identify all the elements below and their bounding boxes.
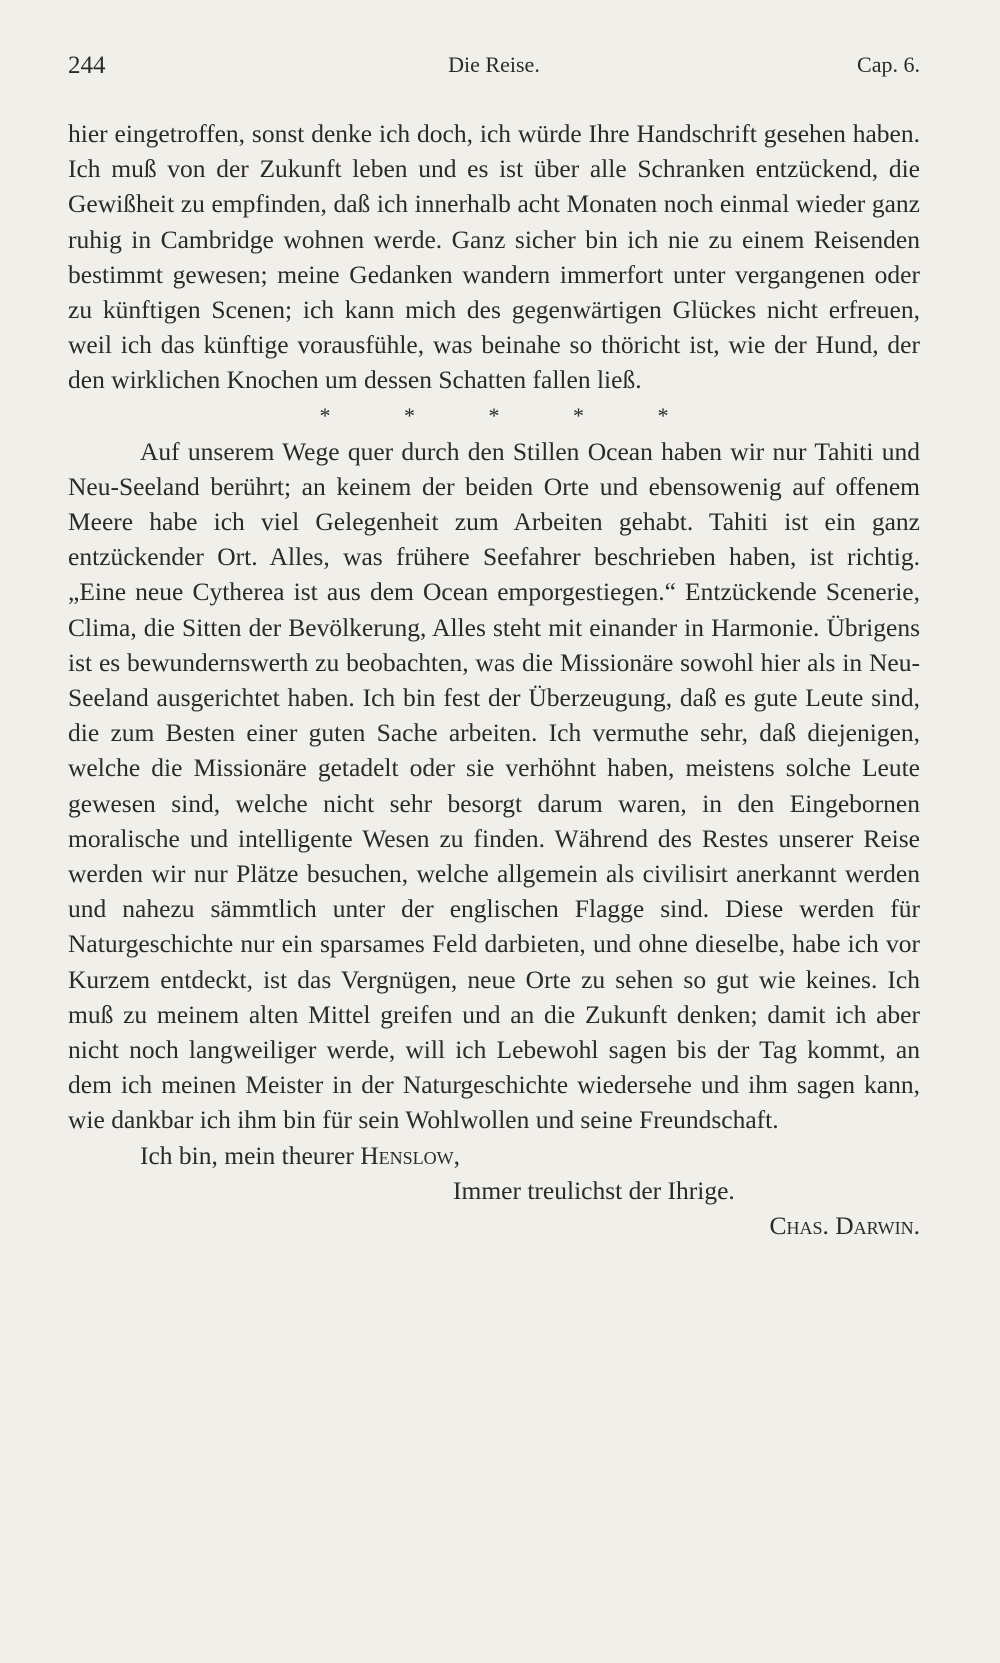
page-number: 244 <box>68 52 106 79</box>
salutation-text: Ich bin, mein theurer <box>140 1140 354 1170</box>
letter-valediction: Immer treulichst der Ihrige. <box>453 1175 735 1205</box>
chapter-label: Cap. 6. <box>857 52 920 77</box>
page-body <box>68 116 920 1243</box>
running-title: Die Reise. <box>448 52 540 77</box>
paragraph-letter-continuation: hier eingetroffen, sonst denke ich doch, ich würde Ihre Handschrift gesehen haben. Ich muß von der Zukunft leben und es ist über alle Schranken entzückend, die Gewißheit zu empfinden, daß ich innerhalb acht Monaten noch einmal wieder ganz ruhig in Cambridge wohnen werde. Ganz sicher bin ich nie zu einem Reisenden bestimmt gewesen; meine Gedanken wandern immerfort unter vergangenen oder zu künftigen Scenen; ich kann mich des gegenwärtigen Glückes nicht erfreuen, weil ich das künftige vorausfühle, was beinahe so thöricht ist, wie der Hund, der den wirklichen Knochen um dessen Schatten fallen ließ. <box>68 119 920 395</box>
page-header <box>68 52 920 92</box>
addressee-name: Henslow, <box>360 1140 460 1170</box>
section-separator: * * * * * <box>319 402 703 428</box>
paragraph-pacific-voyage: Auf unserem Wege quer durch den Stillen Ocean haben wir nur Tahiti und Neu-Seeland berührt; an keinem der beiden Orte und ebensowenig auf offenem Meere habe ich viel Gelegenheit zum Arbeiten gehabt. Tahiti ist ein ganz entzückender Ort. Alles, was frühere Seefahrer beschrieben haben, ist richtig. „Eine neue Cytherea ist aus dem Ocean emporgestiegen.“ Entzückende Scenerie, Clima, die Sitten der Bevölkerung, Alles steht mit einander in Harmonie. Übrigens ist es bewundernswerth zu beobachten, was die Missionäre sowohl hier als in Neu-Seeland ausgerichtet haben. Ich bin fest der Überzeugung, daß es gute Leute sind, die zum Besten einer guten Sache arbeiten. Ich vermuthe sehr, daß diejenigen, welche die Missionäre getadelt oder sie verhöhnt haben, meistens solche Leute gewesen sind, welche nicht sehr besorgt darum waren, in den Eingebornen moralische und intelligente Wesen zu finden. Während des Restes unserer Reise werden wir nur Plätze besuchen, welche allgemein als civilisirt anerkannt werden und nahezu sämmtlich unter der englischen Flagge sind. Diese werden für Naturgeschichte nur ein sparsames Feld darbieten, und ohne dieselbe, habe ich vor Kurzem entdeckt, ist das Vergnügen, neue Orte zu sehen so gut wie keines. Ich muß zu meinem alten Mittel greifen und an die Zukunft denken; damit ich aber nicht noch langweiliger werde, will ich Lebewohl sagen bis der Tag kommt, an dem ich meinen Meister in der Naturgeschichte wiedersehe und ihm sagen kann, wie dankbar ich ihm bin für sein Wohlwollen und seine Freundschaft. <box>68 436 920 1135</box>
letter-salutation <box>68 1138 920 1173</box>
signature-name: Chas. Darwin. <box>769 1211 920 1241</box>
letter-signature <box>68 1208 920 1243</box>
